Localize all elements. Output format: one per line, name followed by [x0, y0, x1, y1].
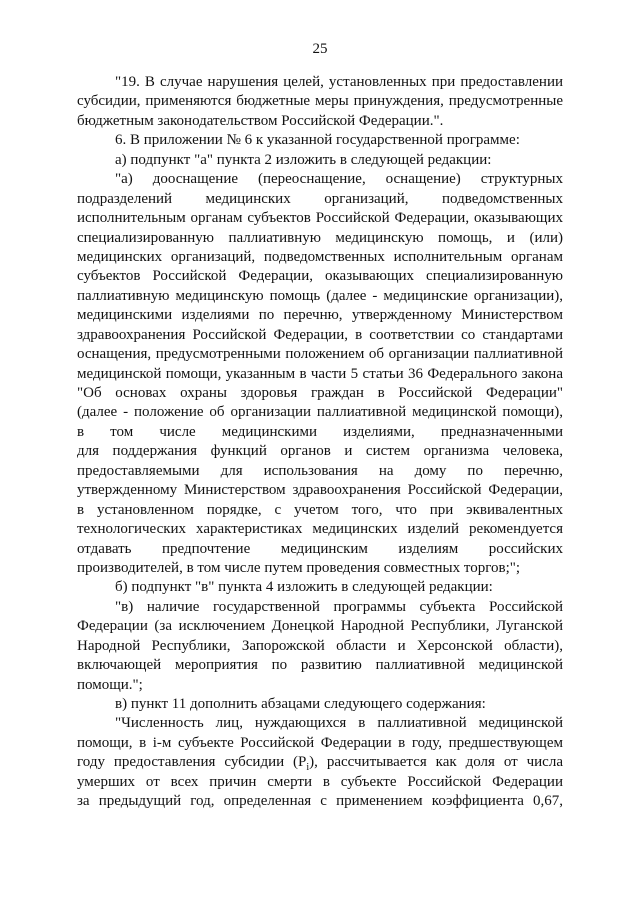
- text-line: специализированную паллиативную медицинскую помощь, и (или): [77, 229, 563, 246]
- page-number: 25: [312, 41, 328, 57]
- text-line: в том числе медицинскими изделиями, предназначенными: [77, 423, 563, 440]
- text-line: включающей мероприятия по развитию паллиативной медицинской: [77, 657, 563, 674]
- text-line: утвержденному Министерством здравоохранения Российской Федерации,: [77, 482, 563, 499]
- text-line: "а) дооснащение (переоснащение, оснащение) структурных: [115, 171, 563, 188]
- text-line: технологических характеристиках медицинских изделий рекомендуется: [77, 521, 563, 538]
- text-line: б) подпункт "в" пункта 4 изложить в следующей редакции:: [115, 579, 493, 596]
- text-line: (далее - положение об организации паллиативной медицинской помощи),: [77, 404, 563, 421]
- text-line: умерших от всех причин смерти в субъекте Российской Федерации: [77, 773, 563, 790]
- text-line: субсидии, применяются бюджетные меры принуждения, предусмотренные: [77, 93, 563, 110]
- text-line: медицинской помощи, указанным в части 5 статьи 36 Федерального закона: [77, 365, 563, 382]
- text-line: "19. В случае нарушения целей, установленных при предоставлении: [115, 74, 563, 90]
- text-line: "Численность лиц, нуждающихся в паллиативной медицинской: [115, 715, 563, 732]
- text-line: в) пункт 11 дополнить абзацами следующего содержания:: [115, 696, 486, 712]
- text-line: для поддержания функций органов и систем организма человека,: [77, 443, 563, 460]
- text-line: предоставляемыми для использования на дому по перечню,: [77, 462, 563, 479]
- text-line: медицинских организаций, подведомственных исполнительным органам: [77, 248, 563, 265]
- text-line: паллиативную медицинскую помощь (далее - медицинские организации),: [77, 287, 563, 304]
- text-line: 6. В приложении № 6 к указанной государственной программе:: [115, 132, 520, 149]
- text-line: отдавать предпочтение медицинским изделиям российских: [77, 540, 563, 557]
- text-line: в установленном порядке, с учетом того, что при эквивалентных: [77, 501, 563, 518]
- text-line: за предыдущий год, определенная с применением коэффициента 0,67,: [77, 793, 563, 810]
- text-line: исполнительным органам субъектов Российской Федерации, оказывающих: [77, 210, 563, 227]
- subscript: i: [306, 762, 310, 773]
- document-body: [77, 73, 563, 812]
- text-line: бюджетным законодательством Российской Федерации.".: [77, 112, 444, 129]
- text-line: подразделений медицинских организаций, подведомственных: [77, 190, 563, 207]
- text-line: Федерации (за исключением Донецкой Народной Республики, Луганской: [77, 618, 563, 635]
- text-line: а) подпункт "а" пункта 2 изложить в следующей редакции:: [115, 151, 492, 168]
- text-line: производителей, в том числе путем проведения совместных торгов;";: [77, 559, 521, 576]
- text-line: медицинскими изделиями по перечню, утвержденному Министерством: [77, 307, 563, 324]
- text-line: субъектов Российской Федерации, оказывающих специализированную: [77, 268, 563, 285]
- text-line: помощи.";: [77, 676, 143, 693]
- text-line: "Об основах охраны здоровья граждан в Российской Федерации": [77, 385, 563, 401]
- text-line: здравоохранения Российской Федерации, в соответствии со стандартами: [77, 326, 563, 343]
- text-line: "в) наличие государственной программы субъекта Российской: [115, 598, 563, 615]
- text-line: году предоставления субсидии $(P_i)$, рассчитывается как доля от числа: [77, 754, 563, 773]
- text-line: оснащения, предусмотренными положением об организации паллиативной: [77, 346, 563, 363]
- text-line: помощи, в i-м субъекте Российской Федерации в году, предшествующем: [77, 734, 563, 751]
- text-line: Народной Республики, Запорожской области и Херсонской области),: [77, 637, 563, 654]
